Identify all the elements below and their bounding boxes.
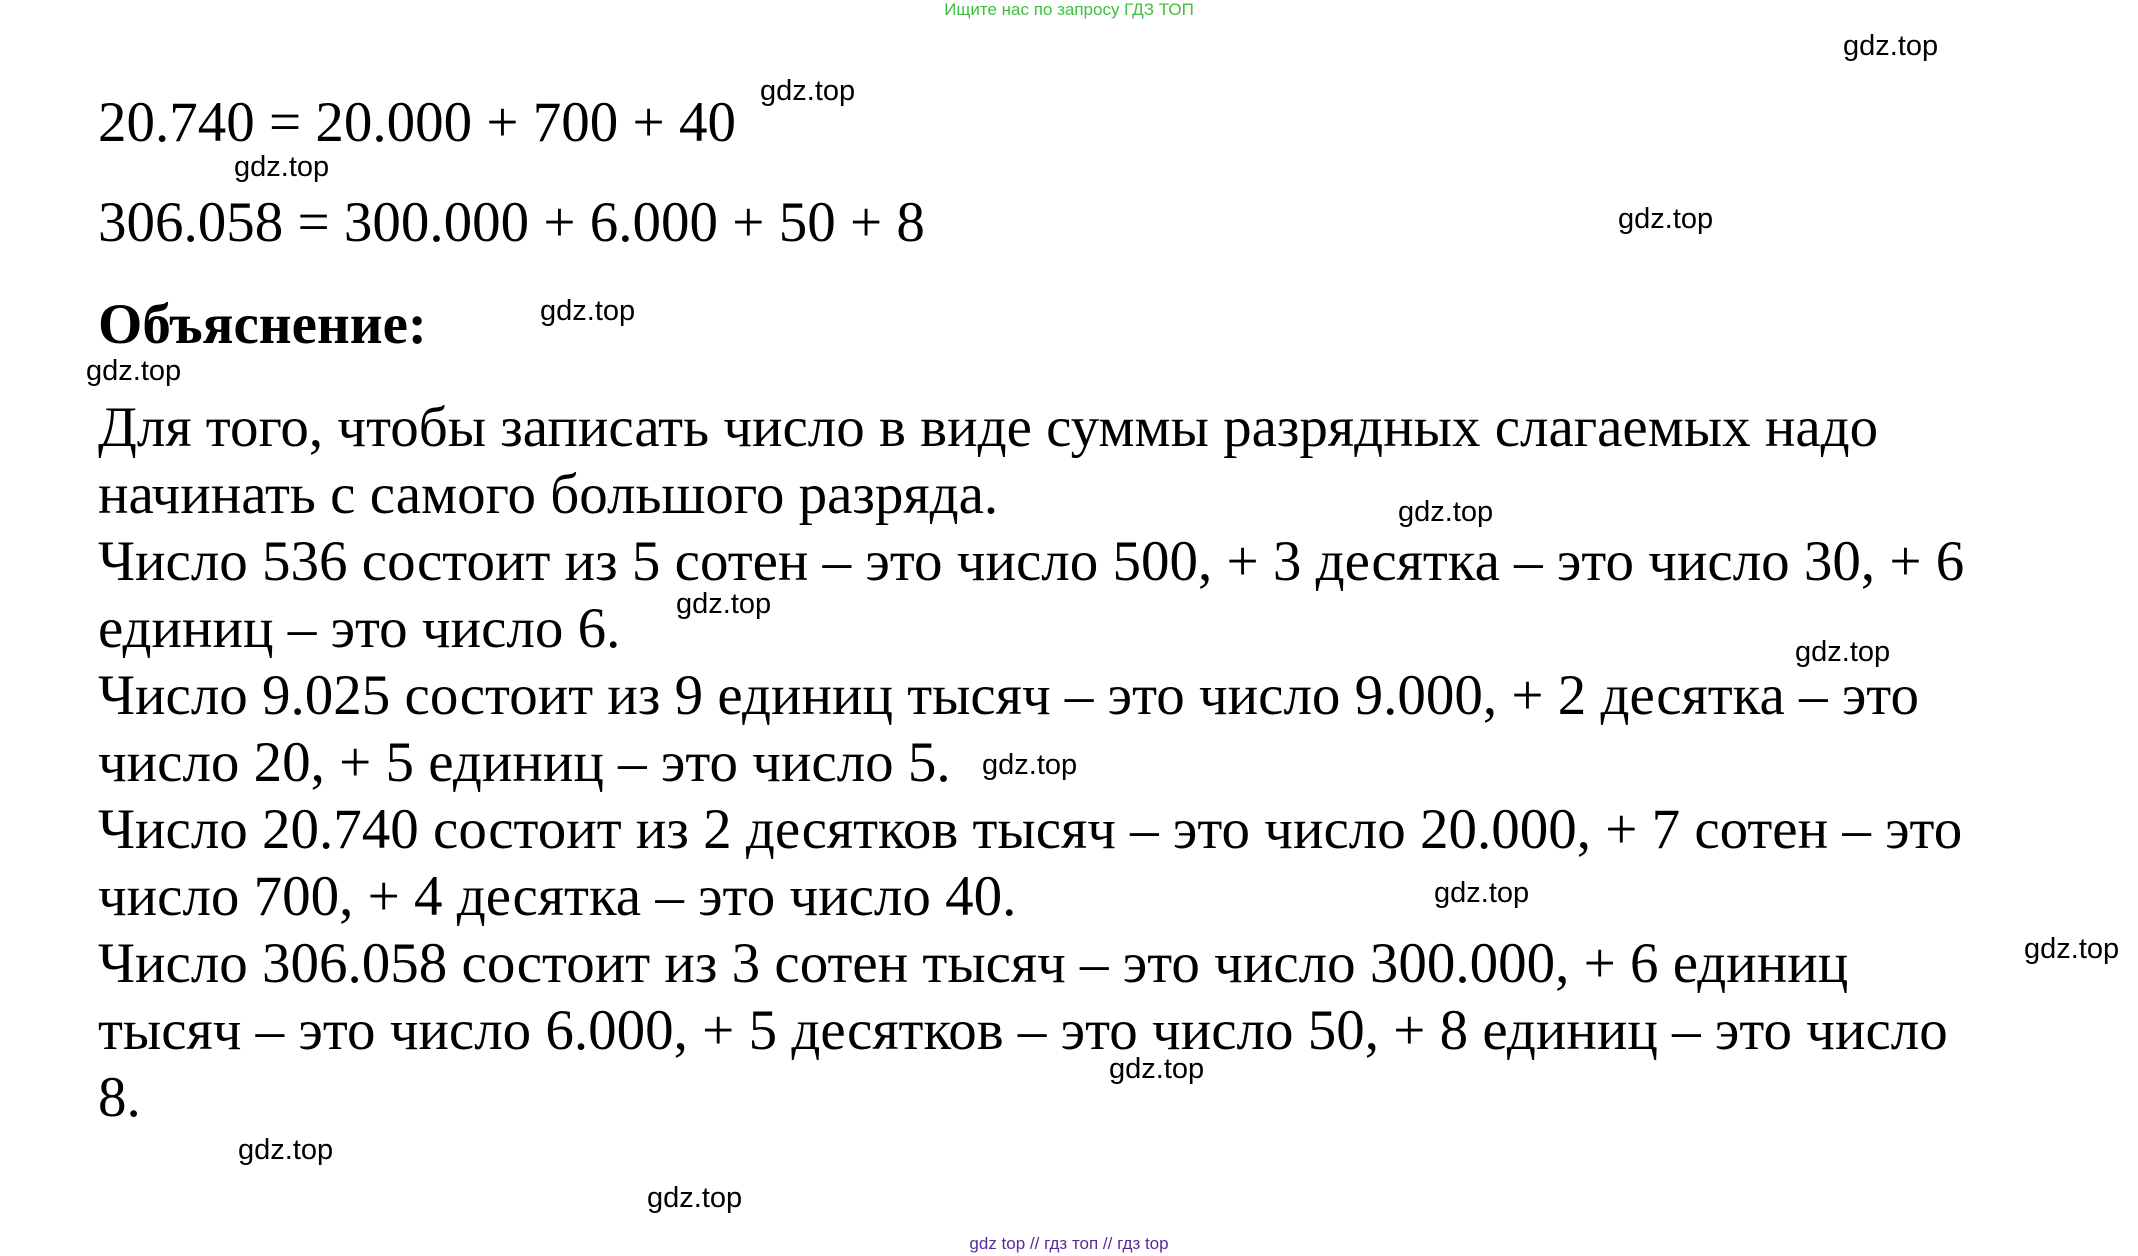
watermark: gdz.top	[982, 749, 1078, 781]
watermark: gdz.top	[760, 75, 856, 107]
watermark: gdz.top	[234, 151, 330, 183]
equation-2: 306.058 = 300.000 + 6.000 + 50 + 8	[98, 191, 925, 254]
watermark: gdz.top	[1398, 496, 1494, 528]
watermark: gdz.top	[1843, 30, 1939, 62]
item-line: Число 536 состоит из 5 сотен – это число 500, + 3 десятка – это число 30, + 6	[98, 530, 1965, 593]
watermark: gdz.top	[1109, 1053, 1205, 1085]
item-line: Число 306.058 состоит из 3 сотен тысяч – это число 300.000, + 6 единиц	[98, 932, 1849, 995]
intro-line: начинать с самого большого разряда.	[98, 463, 999, 526]
top-banner: Ищите нас по запросу ГДЗ ТОП	[944, 0, 1194, 19]
watermark: gdz.top	[1434, 877, 1530, 909]
watermark: gdz.top	[647, 1182, 743, 1214]
watermark: gdz.top	[1795, 636, 1891, 668]
footer-links: gdz top // гдз топ // гдз top	[969, 1234, 1169, 1253]
explanation-item-536	[98, 528, 2058, 662]
explanation-item-20740	[98, 796, 2058, 930]
equation-1: 20.740 = 20.000 + 700 + 40	[98, 91, 736, 154]
item-line: число 20, + 5 единиц – это число 5.	[98, 731, 951, 794]
watermark: gdz.top	[2024, 933, 2120, 965]
explanation-heading: Объяснение:	[98, 293, 427, 356]
item-line: 8.	[98, 1066, 141, 1129]
item-line: число 700, + 4 десятка – это число 40.	[98, 865, 1017, 928]
explanation-item-9025	[98, 662, 2058, 796]
explanation-item-306058	[98, 930, 2058, 1131]
watermark: gdz.top	[676, 588, 772, 620]
intro-line: Для того, чтобы записать число в виде суммы разрядных слагаемых надо	[98, 396, 1879, 459]
item-line: Число 20.740 состоит из 2 десятков тысяч – это число 20.000, + 7 сотен – это	[98, 798, 1963, 861]
item-line: тысяч – это число 6.000, + 5 десятков – это число 50, + 8 единиц – это число	[98, 999, 1948, 1062]
intro-paragraph	[98, 394, 2058, 528]
watermark: gdz.top	[86, 355, 182, 387]
watermark: gdz.top	[540, 295, 636, 327]
watermark: gdz.top	[238, 1134, 334, 1166]
item-line: Число 9.025 состоит из 9 единиц тысяч – это число 9.000, + 2 десятка – это	[98, 664, 1919, 727]
watermark: gdz.top	[1618, 203, 1714, 235]
item-line: единиц – это число 6.	[98, 597, 621, 660]
